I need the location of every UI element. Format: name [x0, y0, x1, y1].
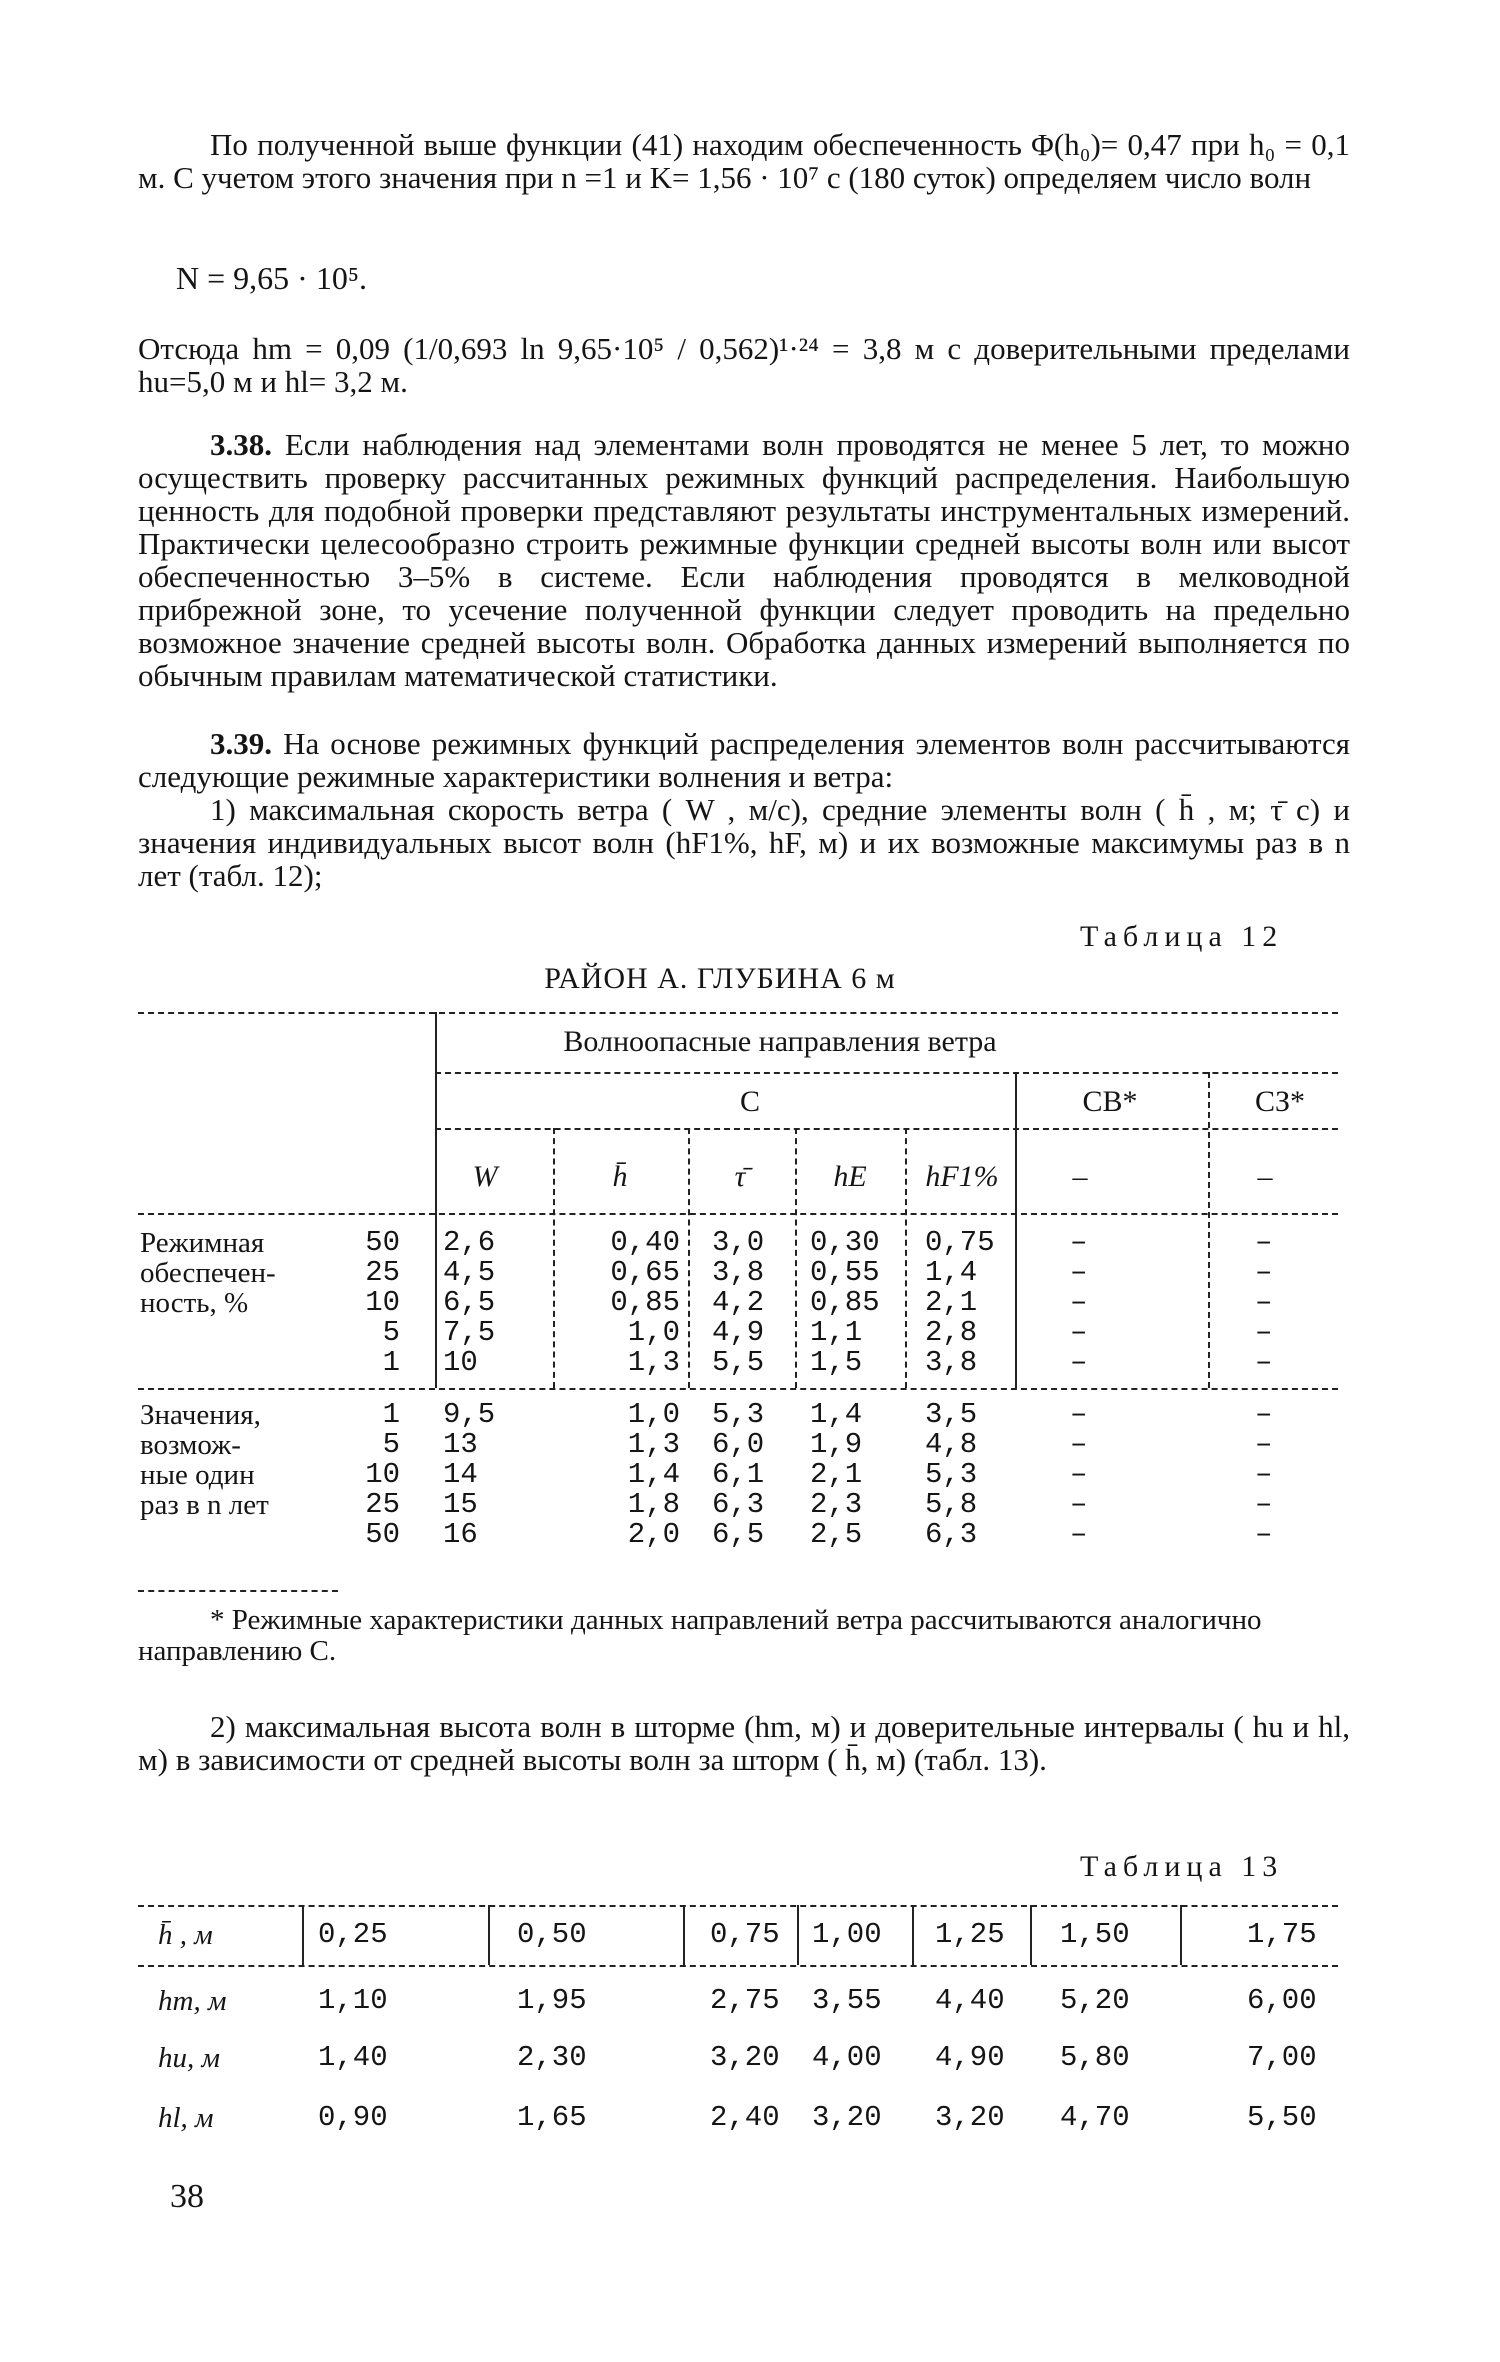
table-cell: 1,1 — [810, 1316, 863, 1349]
table-cell: 0,85 — [810, 1286, 880, 1319]
row-group-label: возмож- — [140, 1429, 241, 1461]
table-cell: 7,00 — [1247, 2041, 1317, 2074]
row-key: 1 — [382, 1398, 400, 1431]
table-cell: – — [1070, 1346, 1088, 1379]
list-item-2: 2) максимальная высота волн в шторме (hm, м) и доверительные интервалы ( hu и hl, м) в зависимости от средней высоты волн за шторм ( h̄, м) (табл. 13). — [138, 1709, 1350, 1777]
table-cell: 5,5 — [712, 1346, 765, 1379]
table-cell: 2,8 — [925, 1316, 978, 1349]
row-label: hl, м — [158, 2102, 214, 2134]
table-cell: 1,65 — [517, 2101, 587, 2134]
table-cell: 3,8 — [925, 1346, 978, 1379]
table-cell: 5,80 — [1060, 2041, 1130, 2074]
header-direction-sz: СЗ* — [1254, 1085, 1306, 1118]
row-label: h̄ , м — [158, 1919, 213, 1951]
section-3-38 — [138, 428, 1350, 692]
table-cell: 0,85 — [610, 1286, 680, 1319]
table-12-caption: РАЙОН А. ГЛУБИНА 6 м — [544, 962, 896, 995]
table-cell: 4,70 — [1060, 2101, 1130, 2134]
table-cell: 0,25 — [318, 1918, 388, 1951]
row-key: 5 — [382, 1316, 400, 1349]
table-cell: 6,5 — [712, 1518, 765, 1551]
table-cell: 6,3 — [925, 1518, 978, 1551]
table-cell: 6,3 — [712, 1488, 765, 1521]
table-cell: – — [1255, 1226, 1273, 1259]
row-key: 50 — [365, 1518, 400, 1551]
row-group-label: Режимная — [140, 1227, 265, 1259]
table-cell: 2,75 — [710, 1984, 780, 2017]
table-cell: 3,20 — [812, 2101, 882, 2134]
table-cell: 14 — [443, 1458, 478, 1491]
table-cell: – — [1255, 1398, 1273, 1431]
table-cell: 0,40 — [610, 1226, 680, 1259]
header-dash: – — [1257, 1160, 1273, 1193]
table-cell: 1,25 — [935, 1918, 1005, 1951]
table-cell: – — [1255, 1518, 1273, 1551]
row-group-label: Значения, — [140, 1399, 261, 1431]
table-cell: 1,4 — [627, 1458, 680, 1491]
table-cell: 0,75 — [710, 1918, 780, 1951]
table-cell: 1,0 — [627, 1398, 680, 1431]
row-group-label: ные один — [140, 1459, 255, 1491]
row-key: 25 — [365, 1488, 400, 1521]
table-cell: – — [1070, 1398, 1088, 1431]
table-cell: 10 — [443, 1346, 478, 1379]
table-12-label: Таблица 12 — [1080, 920, 1284, 953]
header-direction-sv: СВ* — [1082, 1085, 1138, 1118]
table-cell: 3,20 — [710, 2041, 780, 2074]
table-cell: 0,75 — [925, 1226, 995, 1259]
paragraph-hm-result: Отсюда hm = 0,09 (1/0,693 ln 9,65·10⁵ / 0,562)¹·²⁴ = 3,8 м с доверительными пределами hu=5,0 м и hl= 3,2 м. — [138, 331, 1350, 399]
table-cell: – — [1070, 1256, 1088, 1289]
table-cell: 16 — [443, 1518, 478, 1551]
header-tau-mean: τ̄ — [734, 1160, 746, 1193]
table-cell: 4,2 — [712, 1286, 765, 1319]
paragraph-obespechennost: По полученной выше функции (41) находим обеспеченность Φ(h₀)= 0,47 при h₀ = 0,1 м. С учетом этого значения при n =1 и K= 1,56 · 10⁷ с (180 суток) определяем число волн — [138, 127, 1350, 195]
table-cell: – — [1070, 1488, 1088, 1521]
table-cell: 2,1 — [810, 1458, 863, 1491]
table-cell: 0,65 — [610, 1256, 680, 1289]
table-cell: 1,9 — [810, 1428, 863, 1461]
table-cell: 6,1 — [712, 1458, 765, 1491]
table-cell: 1,95 — [517, 1984, 587, 2017]
table-cell: 15 — [443, 1488, 478, 1521]
table-cell: – — [1070, 1458, 1088, 1491]
table-cell: – — [1255, 1458, 1273, 1491]
table-cell: 1,4 — [925, 1256, 978, 1289]
table-cell: 4,5 — [443, 1256, 496, 1289]
row-key: 1 — [382, 1346, 400, 1379]
section-3-39 — [138, 727, 1350, 793]
table-cell: 0,30 — [810, 1226, 880, 1259]
table-cell: 1,00 — [812, 1918, 882, 1951]
table-cell: 6,00 — [1247, 1984, 1317, 2017]
table-cell: 5,50 — [1247, 2101, 1317, 2134]
table-cell: 1,0 — [627, 1316, 680, 1349]
section-number: 3.38. — [210, 427, 272, 462]
row-key: 10 — [365, 1458, 400, 1491]
table-cell: 2,5 — [810, 1518, 863, 1551]
row-key: 50 — [365, 1226, 400, 1259]
row-label: hu, м — [158, 2042, 221, 2074]
table-cell: 1,75 — [1247, 1918, 1317, 1951]
table-cell: 3,0 — [712, 1226, 765, 1259]
table-cell: 6,0 — [712, 1428, 765, 1461]
table-cell: 1,8 — [627, 1488, 680, 1521]
table-cell: 2,40 — [710, 2101, 780, 2134]
table-cell: 2,0 — [627, 1518, 680, 1551]
table-cell: 3,5 — [925, 1398, 978, 1431]
table-cell: – — [1070, 1286, 1088, 1319]
header-wind-directions: Волноопасные направления ветра — [563, 1025, 997, 1058]
row-label: hm, м — [158, 1985, 227, 2017]
header-w: W — [472, 1160, 498, 1193]
table-cell: 1,5 — [810, 1346, 863, 1379]
table-cell: 9,5 — [443, 1398, 496, 1431]
table-cell: – — [1255, 1286, 1273, 1319]
table-cell: – — [1070, 1226, 1088, 1259]
table-cell: 5,3 — [925, 1458, 978, 1491]
row-key: 10 — [365, 1286, 400, 1319]
table-cell: 4,90 — [935, 2041, 1005, 2074]
row-group-label: обеспечен- — [140, 1257, 276, 1289]
table-cell: 6,5 — [443, 1286, 496, 1319]
section-text: На основе режимных функций распределения элементов волн рассчитываются следующие режимные характеристики волнения и ветра: — [138, 726, 1350, 794]
table-cell: 7,5 — [443, 1316, 496, 1349]
table-cell: 1,3 — [627, 1428, 680, 1461]
table-cell: – — [1255, 1488, 1273, 1521]
list-item-1: 1) максимальная скорость ветра ( W , м/с), средние элементы волн ( h̄ , м; τ̄ с) и значения индивидуальных высот волн (hF1%, hF, м) и их возможные максимумы раз в n лет (табл. 12); — [138, 792, 1350, 893]
footnote: * Режимные характеристики данных направлений ветра рассчитываются аналогично направлению С. — [138, 1604, 1262, 1667]
row-group-label: ность, % — [140, 1287, 249, 1319]
table-cell: – — [1255, 1316, 1273, 1349]
table-cell: 5,8 — [925, 1488, 978, 1521]
table-cell: 4,40 — [935, 1984, 1005, 2017]
table-cell: 0,90 — [318, 2101, 388, 2134]
header-hf1: hF1% — [925, 1160, 999, 1193]
table-cell: 1,4 — [810, 1398, 863, 1431]
row-key: 25 — [365, 1256, 400, 1289]
table-cell: 5,3 — [712, 1398, 765, 1431]
table-cell: 0,55 — [810, 1256, 880, 1289]
table-cell: 4,00 — [812, 2041, 882, 2074]
header-dash: – — [1072, 1160, 1088, 1193]
table-cell: 2,1 — [925, 1286, 978, 1319]
table-cell: 1,10 — [318, 1984, 388, 2017]
header-h-mean: h̄ — [612, 1160, 628, 1193]
table-cell: 4,9 — [712, 1316, 765, 1349]
table-cell: 3,20 — [935, 2101, 1005, 2134]
row-key: 5 — [382, 1428, 400, 1461]
table-cell: 2,30 — [517, 2041, 587, 2074]
table-cell: 4,8 — [925, 1428, 978, 1461]
header-direction-c: С — [739, 1085, 760, 1118]
table-13-label: Таблица 13 — [1080, 1850, 1284, 1883]
table-cell: – — [1255, 1346, 1273, 1379]
table-cell: 5,20 — [1060, 1984, 1130, 2017]
table-cell: – — [1070, 1518, 1088, 1551]
table-cell: 13 — [443, 1428, 478, 1461]
page-number: 38 — [170, 2178, 204, 2215]
table-cell: – — [1070, 1428, 1088, 1461]
table-cell: 2,6 — [443, 1226, 496, 1259]
table-cell: 1,3 — [627, 1346, 680, 1379]
header-he: hE — [833, 1160, 867, 1193]
table-cell: – — [1255, 1428, 1273, 1461]
table-cell: – — [1255, 1256, 1273, 1289]
table-cell: – — [1070, 1316, 1088, 1349]
table-cell: 3,8 — [712, 1256, 765, 1289]
table-cell: 3,55 — [812, 1984, 882, 2017]
formula-wave-count: N = 9,65 · 10⁵. — [176, 260, 367, 296]
section-number: 3.39. — [210, 726, 272, 761]
table-cell: 0,50 — [517, 1918, 587, 1951]
table-cell: 2,3 — [810, 1488, 863, 1521]
table-cell: 1,50 — [1060, 1918, 1130, 1951]
section-text: Если наблюдения над элементами волн проводятся не менее 5 лет, то можно осуществить проверку рассчитанных режимных функций распределения. Наибольшую ценность для подобной проверки представляют результаты инструментальных измерений. Практически целесообразно строить режимные функции средней высоты волн или высот обеспеченностью 3–5% в системе. Если наблюдения проводятся в мелководной прибрежной зоне, то усечение полученной функции следует проводить на предельно возможное значение средней высоты волн. Обработка данных измерений выполняется по обычным правилам математической статистики. — [138, 427, 1350, 693]
table-cell: 1,40 — [318, 2041, 388, 2074]
row-group-label: раз в n лет — [140, 1489, 269, 1521]
